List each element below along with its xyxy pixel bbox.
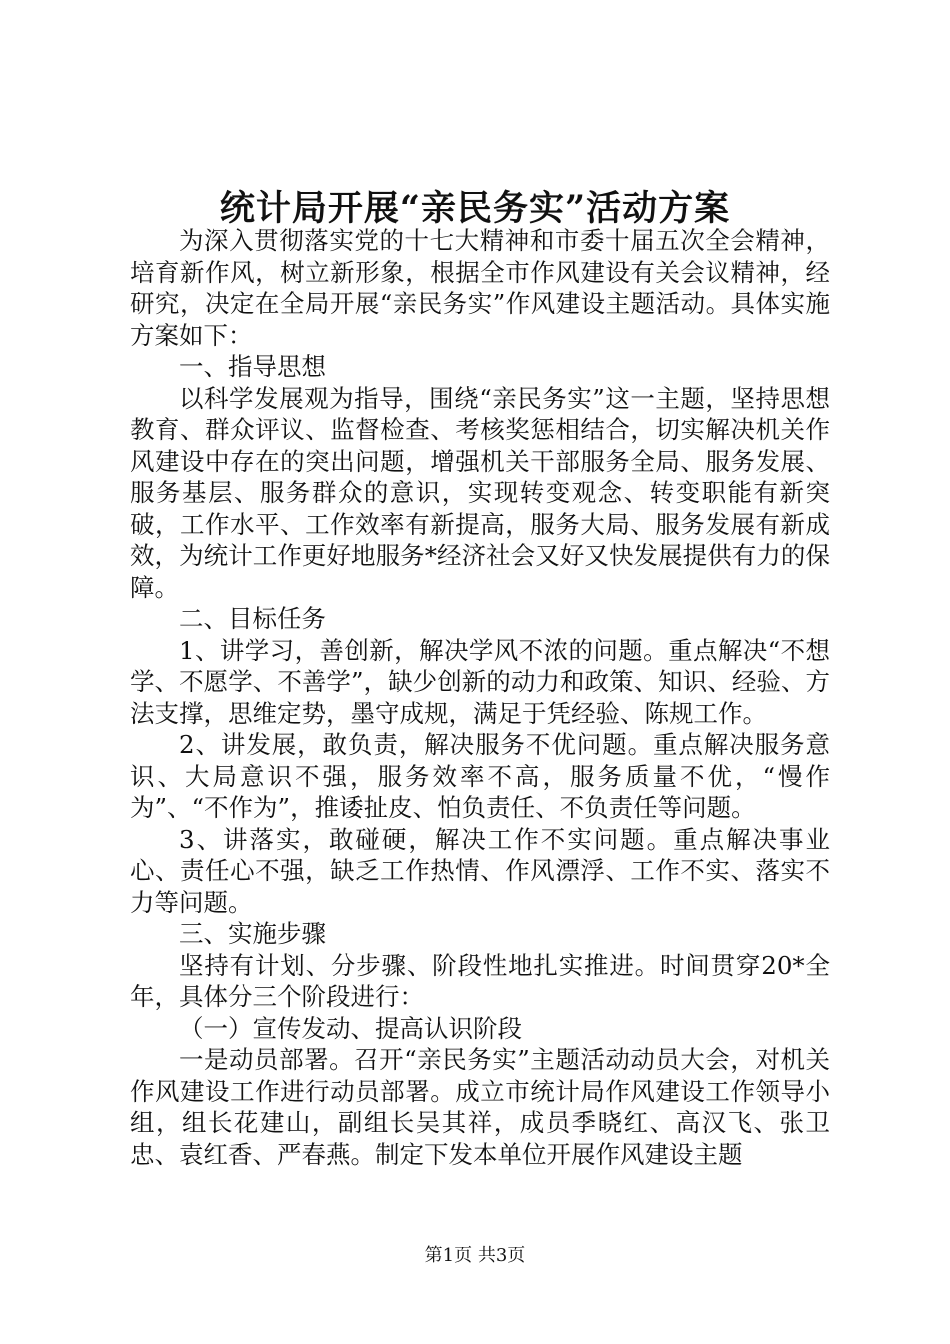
document-body: [130, 225, 830, 1170]
section-heading-guiding-ideology: 一、指导思想: [179, 352, 326, 381]
section-heading-objectives: 二、目标任务: [179, 604, 326, 633]
document-title: 统计局开展“亲民务实”活动方案: [219, 188, 731, 229]
paragraph-objective-1: 1、讲学习，善创新，解决学风不浓的问题。重点解决“不想学、不愿学、不善学”，缺少创新的动力和政策、知识、经验、方法支撑，思维定势，墨守成规，满足于凭经验、陈规工作。: [130, 635, 830, 728]
subsection-heading-stage-1: （一）宣传发动、提高认识阶段: [179, 1013, 522, 1043]
paragraph-intro: 为深入贯彻落实党的十七大精神和市委十届五次全会精神，培育新作风，树立新形象，根据全市作风建设有关会议精神，经研究，决定在全局开展“亲民务实”作风建设主题活动。具体实施方案如下：: [130, 226, 830, 350]
paragraph-guiding-ideology: 以科学发展观为指导，围绕“亲民务实”这一主题，坚持思想教育、群众评议、监督检查、考核奖惩相结合，切实解决机关作风建设中存在的突出问题，增强机关干部服务全局、服务发展、服务基层、服务群众的意识，实现转变观念、转变职能有新突破，工作水平、工作效率有新提高，服务大局、服务发展有新成效，为统计工作更好地服务*经济社会又好又快发展提供有力的保障。: [130, 383, 830, 602]
paragraph-objective-2: 2、讲发展，敢负责，解决服务不优问题。重点解决服务意识、大局意识不强，服务效率不高，服务质量不优，“慢作为”、“不作为”，推诿扯皮、怕负责任、不负责任等问题。: [130, 730, 830, 822]
paragraph-implementation-intro: 坚持有计划、分步骤、阶段性地扎实推进。时间贯穿20*全年，具体分三个阶段进行：: [130, 950, 830, 1011]
paragraph-objective-3: 3、讲落实，敢碰硬，解决工作不实问题。重点解决事业心、责任心不强，缺乏工作热情、作风漂浮、工作不实、落实不力等问题。: [130, 824, 830, 917]
section-heading-implementation-steps: 三、实施步骤: [179, 919, 326, 948]
page-footer: 第1页 共3页: [424, 1245, 526, 1266]
paragraph-stage-1-mobilization: 一是动员部署。召开“亲民务实”主题活动动员大会，对机关作风建设工作进行动员部署。成立市统计局作风建设工作领导小组，组长花建山，副组长吴其祥，成员季晓红、高汉飞、张卫忠、袁红香、严春燕。制定下发本单位开展作风建设主题: [130, 1045, 830, 1169]
